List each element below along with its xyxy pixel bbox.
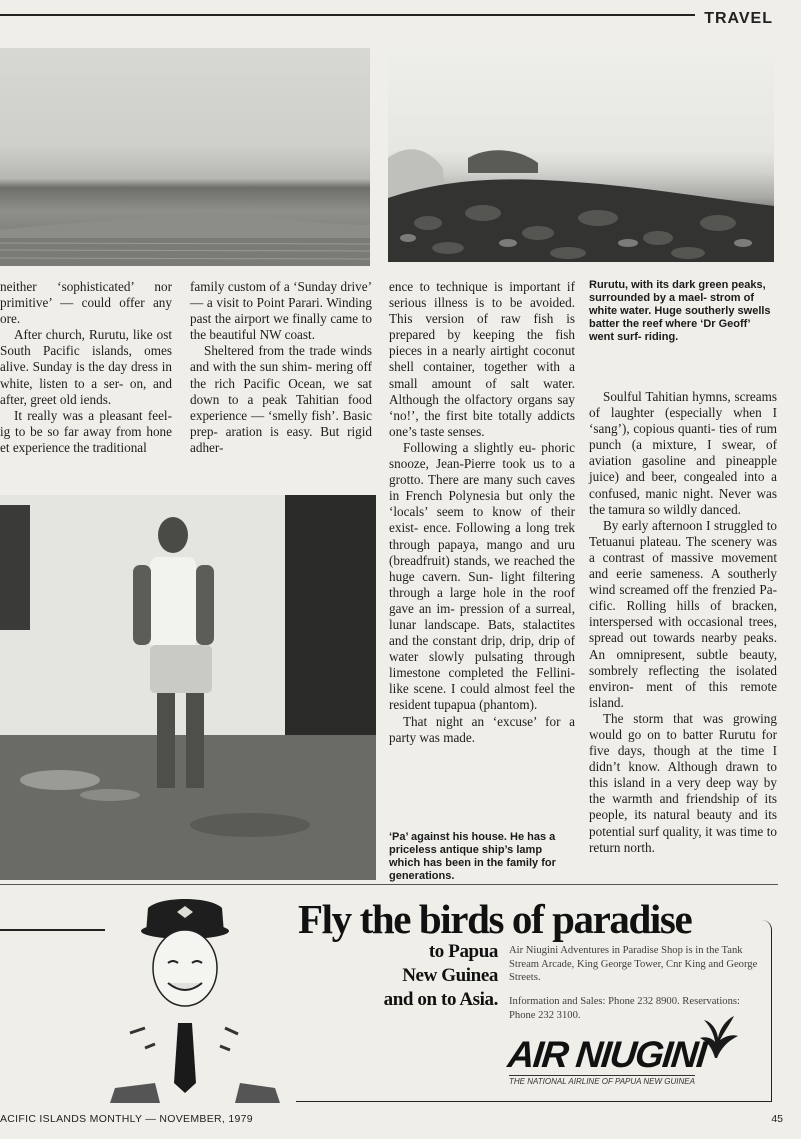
photo-man-by-house	[0, 495, 376, 880]
publication-footer: ACIFIC ISLANDS MONTHLY — NOVEMBER, 1979	[0, 1113, 253, 1125]
ad-headline: Fly the birds of paradise	[298, 896, 692, 942]
distant-hills-graphic	[0, 208, 370, 238]
house-and-man-graphic	[0, 495, 376, 880]
article-column-3	[389, 279, 575, 746]
paragraph: family custom of a ‘Sunday drive’ — a visit to Point Parari. Winding past the airport we finally came to the beautiful NW coast.	[190, 279, 372, 343]
reef-rocks-graphic	[388, 48, 774, 262]
photo-coastline	[0, 48, 370, 266]
airline-logo: AIR NIUGINI	[505, 1034, 708, 1075]
ad-destination: to Papua	[428, 941, 498, 962]
ad-destination: New Guinea	[402, 965, 498, 986]
paragraph: By early afternoon I struggled to Tetuanui plateau. The scenery was a contrast of massive movement and eerie sameness. A southerly wind screamed off the frenzied Pa- cific. Rolling hills of bracken, interspersed with occasional trees, spread out towards nearby peaks. An omnipresent, subtle beauty, sombrely reflecting the isolated environ- ment of this remote island.	[589, 517, 777, 710]
paragraph: Sheltered from the trade winds and with the sun shim- mering off the rich Pacific Ocean, we sat down to a peak Tahitian food experience — ‘smelly fish’. Basic prep- aration is easy. But rigid adher-	[190, 343, 372, 455]
photo-caption-pa: ‘Pa’ against his house. He has a priceless antique ship’s lamp which has been in the family for generations.	[389, 831, 556, 882]
paragraph: Soulful Tahitian hymns, screams of laughter (especially when I ‘sang’), copious quanti- ties of rum punch (a mixture, I swear, of aviation gasoline and pineapple juice) and beer, congealed into a confused, manic night. Never was the tamura so wildly danced.	[589, 389, 777, 517]
paragraph: That night an ‘excuse’ for a party was made.	[389, 713, 575, 745]
paragraph: neither ‘sophisticated’ nor primitive’ — could offer any ore.	[0, 279, 172, 327]
paragraph: It really was a pleasant feel- ig to be so far away from hone et experience the traditional	[0, 407, 172, 455]
paragraph: ence to technique is important if serious illness is to be avoided. This version of raw fish is prepared by keeping the fish pieces in a nearly airtight coconut shell container, together with a small amount of salt water. Although the olfactory organs say ‘no!’, the first bite totally addicts one’s taste senses.	[389, 279, 575, 439]
ad-contact-info: Information and Sales: Phone 232 8900. Reservations: Phone 232 3100.	[509, 996, 740, 1021]
section-label: TRAVEL	[704, 10, 773, 27]
ad-divider	[0, 884, 778, 885]
paragraph: Following a slightly eu- phoric snooze, Jean-Pierre took us to a grotto. There are many such caves in French Polynesia but only the ‘locals’ seem to know of their exist- ence. Following a long trek through papaya, mango and uru (breadfruit) stands, we reached the huge cavern. Sun- light filtering through a large hole in the roof gave an im- pression of a surreal, lunar landscape. Bats, stalactites and the constant drip, drip, drip of water slowly pulsating through limestone completed the Fellini-like scene. I could almost feel the resident tupapua (phantom).	[389, 439, 575, 713]
paragraph: After church, Rurutu, like ost South Pacific islands, omes alive. Sunday is the day dress in white, listen to a ser- on, and after, greet old iends.	[0, 327, 172, 407]
airline-tagline: THE NATIONAL AIRLINE OF PAPUA NEW GUINEA	[509, 1077, 695, 1086]
pilot-illustration	[110, 898, 285, 1108]
paragraph: The storm that was growing would go on to batter Rurutu for five days, though at the time I didn’t know. Although drawn to this island in a very deep way by the warmth and friendship of its people, its natural beauty and its potential surf quality, it was time to return north.	[589, 710, 777, 855]
photo-caption-reef: Rurutu, with its dark green peaks, surrounded by a mael- strom of white water. Huge southerly swells batter the reef where ‘Dr Geoff’ went surf- riding.	[589, 279, 771, 343]
article-column-1	[0, 279, 172, 456]
photo-reef	[388, 48, 774, 262]
ad-destination: and on to Asia.	[383, 989, 498, 1010]
article-column-4	[589, 389, 777, 856]
sea-graphic	[0, 238, 370, 266]
header-rule	[0, 14, 695, 16]
article-column-2	[190, 279, 372, 456]
ad-rule-left	[0, 929, 105, 931]
page-number: 45	[771, 1113, 783, 1125]
ad-shop-address: Air Niugini Adventures in Paradise Shop is in the Tank Stream Arcade, King George Tower, Cnr King and George Streets.	[509, 945, 758, 983]
